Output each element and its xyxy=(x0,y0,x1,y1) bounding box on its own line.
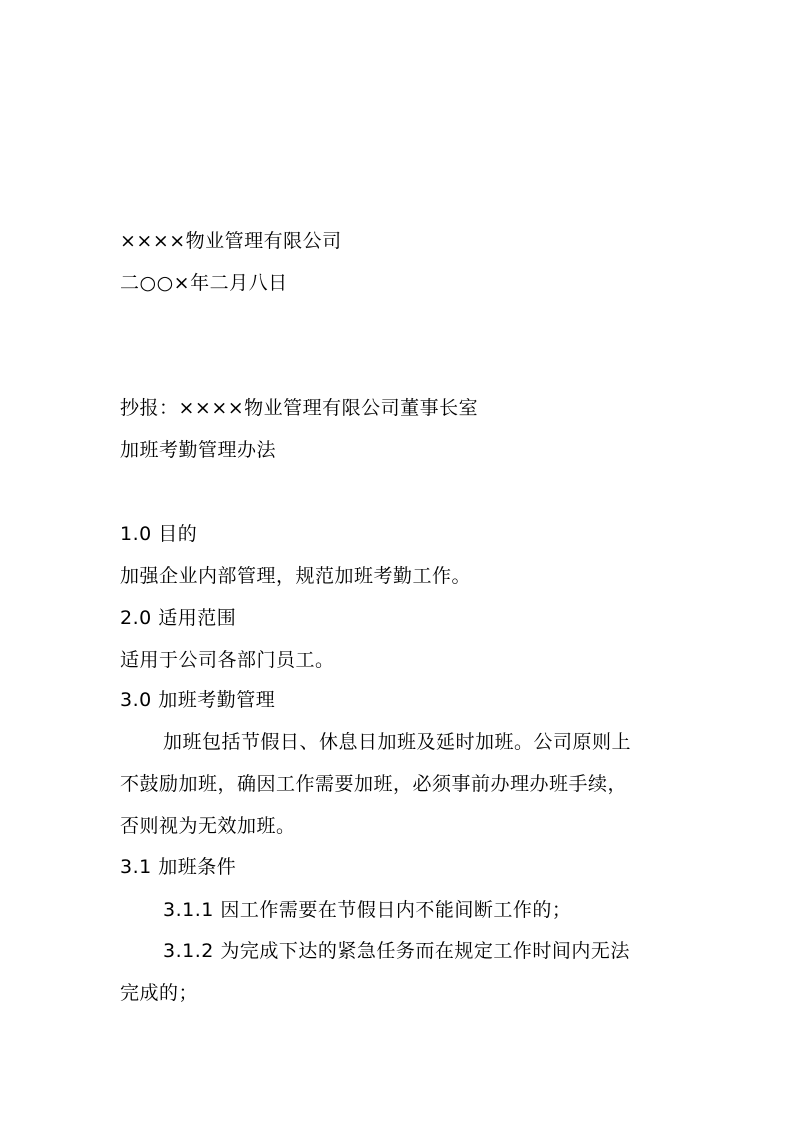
section-3-paragraph-line-1: 加班包括节假日、休息日加班及延时加班。公司原则上 xyxy=(163,731,632,753)
section-3-paragraph-line-2: 不鼓励加班，确因工作需要加班，必须事前办理办班手续， xyxy=(120,773,628,795)
section-3-1-heading: 3.1 加班条件 xyxy=(120,856,237,878)
section-2-heading: 2.0 适用范围 xyxy=(120,607,237,629)
section-3-heading: 3.0 加班考勤管理 xyxy=(120,689,276,711)
document-title: 加班考勤管理办法 xyxy=(120,439,277,461)
item-3-1-1: 3.1.1 因工作需要在节假日内不能间断工作的； xyxy=(163,899,572,921)
item-3-1-2-line-2: 完成的； xyxy=(120,982,199,1004)
document-date: 二○○×年二月八日 xyxy=(120,272,288,294)
cc-line: 抄报：××××物业管理有限公司董事长室 xyxy=(120,397,479,419)
section-3-paragraph-line-3: 否则视为无效加班。 xyxy=(120,815,296,837)
section-1-text: 加强企业内部管理，规范加班考勤工作。 xyxy=(120,565,472,587)
item-3-1-2-line-1: 3.1.2 为完成下达的紧急任务而在规定工作时间内无法 xyxy=(163,940,630,962)
section-2-text: 适用于公司各部门员工。 xyxy=(120,649,335,671)
company-signature: ××××物业管理有限公司 xyxy=(120,230,342,252)
section-1-heading: 1.0 目的 xyxy=(120,523,198,545)
